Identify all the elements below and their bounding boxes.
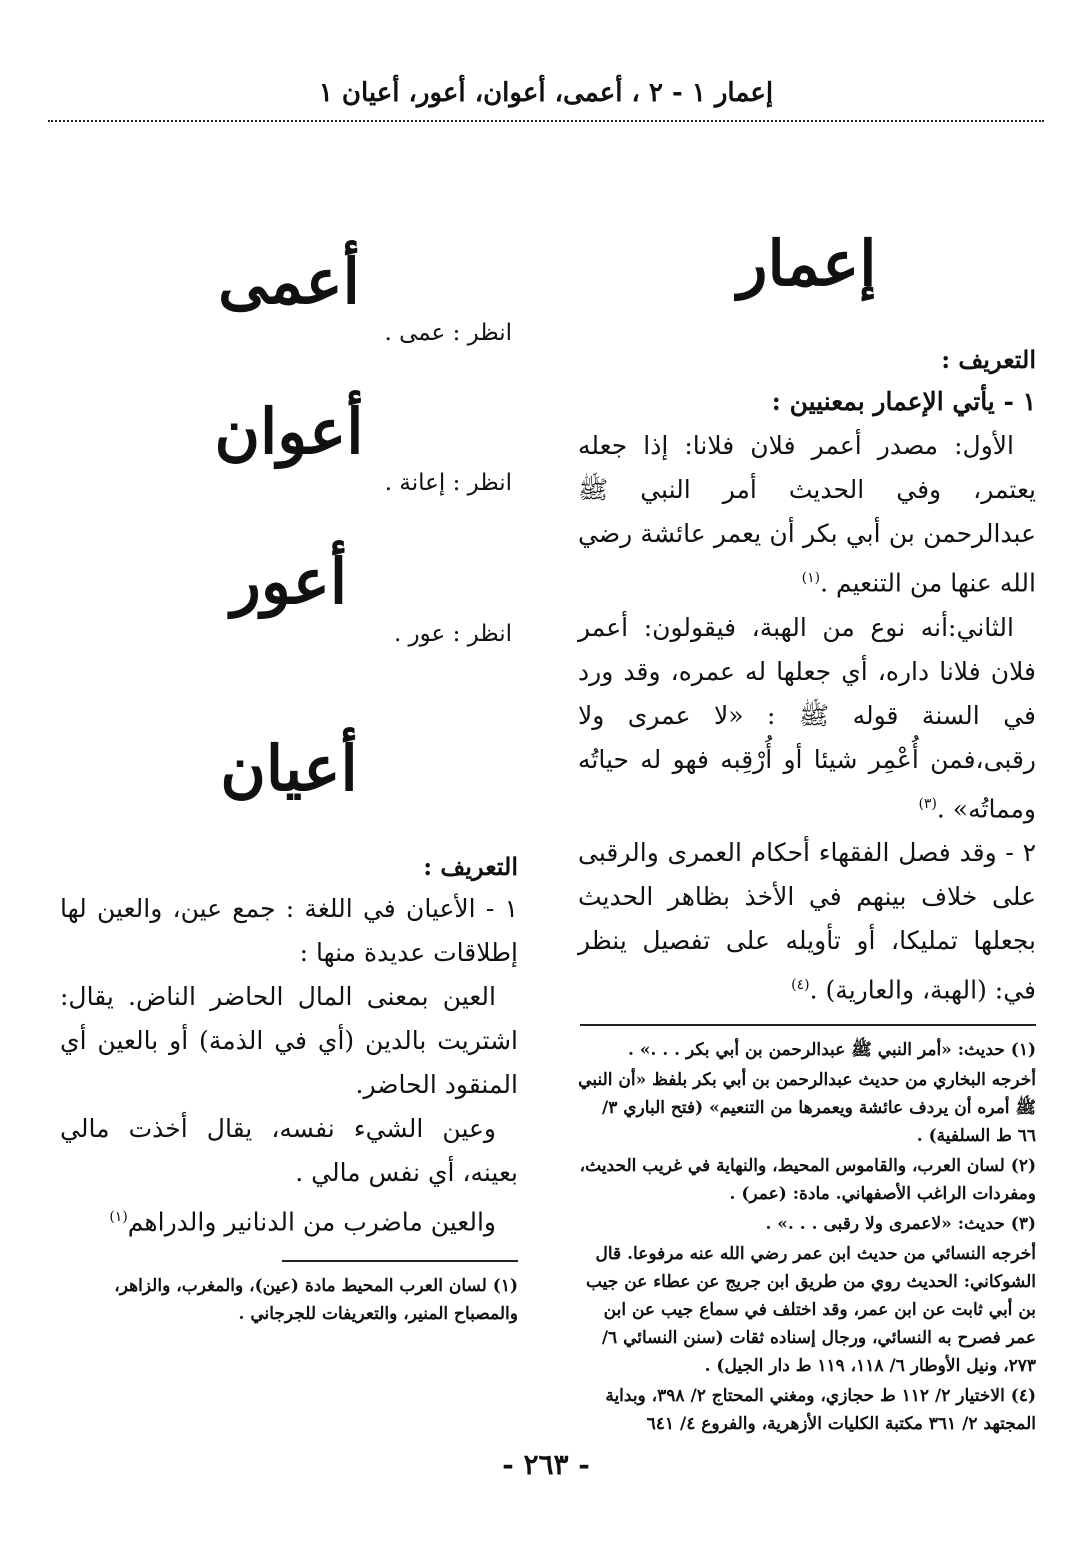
footnote-ref: (٤) [791,976,810,993]
footnote-ref: (١) [109,1208,128,1225]
footnotes [578,1036,1036,1438]
footnote-3: (٣) حديث: «لاعمرى ولا رقبى . . .» . [765,1214,1036,1235]
aayan-paragraph-1: ١ - الأعيان في اللغة : جمع عين، والعين لها إطلاقات عديدة منها : [60,893,518,967]
paragraph-1: ١ - يأتي الإعمار بمعنيين : [771,387,1036,417]
paragraph-second-meaning [578,606,1036,831]
entry-title-aayan: أعيان [220,731,358,805]
footnote-3-detail: أخرجه النسائي من حديث ابن عمر رضي الله عنه مرفوعا. قال الشوكاني: الحديث روي من طريق ابن جريج عن عطاء عن جيب بن أبي ثابت عن ابن عمر، وقد اختلف في سماع جيب عن ابن عمر فصرح به النسائي، ورجال إسناده ثقات (سنن النسائي ٦/ ٢٧٣، ونيل الأوطار ٦/ ١١٨، ١١٩ ط دار الجيل) . [585,1244,1036,1377]
entry-title-aawar: أعور [230,545,348,619]
running-header: إعمار ١ - ٢ ، أعمى، أعوان، أعور، أعيان ١ [318,78,774,108]
footnote-2: (٢) لسان العرب، والقاموس المحيط، والنهاية في غريب الحديث، ومفردات الراغب الأصفهاني. مادة: (عمر) . [579,1156,1036,1205]
footnote-1: (١) حديث: «أمر النبي ﷺ عبدالرحمن بن أبي بكر . . .» . [628,1040,1036,1061]
entry-title-aawan: أعوان [214,395,364,469]
right-column [578,227,1036,1440]
footnote-divider [580,1024,1036,1026]
entry-title-iemar: إعمار [737,227,877,300]
footnote-divider [282,1260,518,1262]
paragraph-2 [578,831,1036,1012]
see-also-aawan: انظر : إعانة . [384,470,512,497]
paragraph-text: والعين ماضرب من الدنانير والدراهم [127,1207,496,1237]
aayan-definition-label: التعريف : [423,851,518,881]
aayan-footnote: (١) لسان العرب المحيط مادة (عين)، والمغرب، والزاهر، والمصباح المنير، والتعريفات للجرجاني . [114,1276,518,1325]
footnote-1-detail: أخرجه البخاري من حديث عبدالرحمن بن أبي بكر بلفظ «أن النبي ﷺ أمره أن يردف عائشة ويعمرها من التنعيم» (فتح الباري ٣/ ٦٦ ط السلفية) . [578,1070,1036,1147]
footnote-ref: (١) [801,570,821,587]
paragraph-first-meaning [578,424,1036,605]
left-column [60,230,518,1328]
paragraph-text: ٢ - وقد فصل الفقهاء أحكام العمرى والرقبى على خلاف بينهم في الأخذ بظاهر الحديث بجعلها تمليكا، أو تأويله على تفصيل ينظر في: (الهبة، والعارية) . [578,837,1036,1005]
header-divider [48,120,1044,122]
paragraph-text: الثاني:أنه نوع من الهبة، فيقولون: أعمر فلان فلانا داره، أي جعلها له عمره، وقد ورد في السنة قوله ﷺ : «لا عمرى ولا رقبى،فمن أُعْمِر شيئا أو أُرْقِبه فهو له حياتُه ومماتُه» . [578,612,1036,823]
aayan-paragraph-3: وعين الشيء نفسه، يقال أخذت مالي بعينه، أي نفس مالي . [60,1113,518,1187]
aayan-paragraph-4 [60,1195,518,1244]
footnote-4: (٤) الاختيار ٢/ ١١٢ ط حجازي، ومغني المحتاج ٢/ ٣٩٨، وبداية المجتهد ٢/ ٣٦١ مكتبة الكليات الأزهرية، والفروع ٤/ ٦٤١ [605,1386,1036,1435]
entry-title-aama: أعمى [218,245,360,318]
see-also-aawar: انظر : عور . [393,620,512,647]
footnote-ref: (٣) [918,795,937,812]
page-number: - ٢٦٣ - [502,1448,590,1481]
paragraph-text: الأول: مصدر أعمر فلان فلانا: إذا جعله يعتمر، وفي الحديث أمر النبي ﷺ عبدالرحمن بن أبي بكر أن يعمر عائشة رضي الله عنها من التنعيم . [578,431,1036,598]
aayan-paragraph-2: العين بمعنى المال الحاضر الناض. يقال: اشتريت بالدين (أي في الذمة) أو بالعين أي المنقود الحاضر. [60,981,518,1099]
see-also-aama: انظر : عمى . [384,320,512,347]
definition-label: التعريف : [941,345,1036,375]
